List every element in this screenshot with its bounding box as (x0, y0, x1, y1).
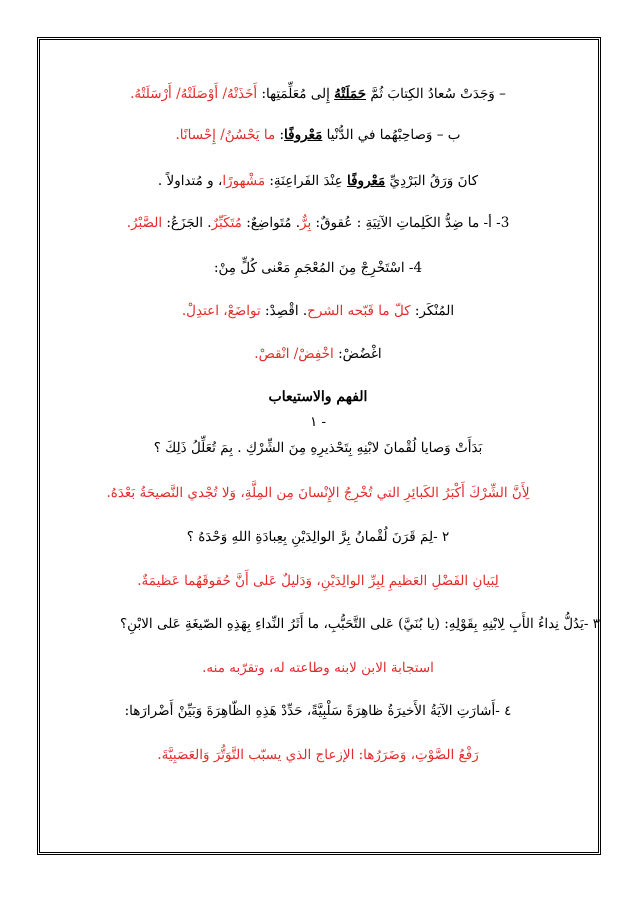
line-text: المُنْكَر: (410, 303, 455, 319)
answer-text: الصَّبْرُ (131, 215, 163, 231)
line-text: . اقْصِدْ: (260, 303, 308, 319)
line-text: اغْضُضْ: (333, 346, 382, 362)
keyword: مَعْروفًا (284, 127, 323, 143)
line-text: ب – وَصاحِبْهُما في الدُّنْيا (322, 127, 461, 143)
answer-text: بِرٌّ (300, 215, 312, 231)
answer-2: لِبَيانِ الفَضْلِ العَظيمِ لِبِرِّ الوالِدَيْنِ، وَدَليلٌ عَلى أَنَّ حُقوقَهُما عَظيمَةٌ. (137, 573, 499, 589)
question-1: بَدَأَتْ وَصايا لُقْمانَ لابْنِهِ بِتَحْذيرِهِ مِنَ الشِّرْكِ . بِمَ تُعَلِّلُ ذَلِكَ ؟ (153, 440, 483, 456)
answer-3: استجابة الابن لابنه وطاعته له، وتقرّبه منه. (202, 660, 434, 676)
line-text: : (275, 127, 285, 143)
line-dictionary-question: 4- اسْتَخْرِجْ مِنَ المُعْجَمِ مَعْنى كُلٍّ مِنْ: (213, 260, 423, 276)
line-vocab-maarufan-2 (48, 171, 588, 191)
answer-text: اخْفِضْ/ انْقصْ. (254, 346, 334, 362)
line-antonyms (48, 213, 588, 233)
line-munkar (48, 301, 588, 321)
keyword: مَعْروفًا (346, 173, 386, 189)
question-number: - ١ (309, 414, 327, 430)
keyword: حَمَلَتْهُ (334, 86, 367, 102)
answer-text: مَشْهورًا (222, 173, 266, 189)
line-text: إِلى مُعَلِّمَتِها: (257, 86, 335, 102)
question-3: ٣ -يَدُلُّ نِداءُ الأَبِ لِابْنِهِ بِقَوْلِهِ: (يا بُنَيَّ) عَلى التَّحَبُّبِ، ما أَثَرُ النِّداءِ بِهَذِهِ الصّيغَةِ عَلى الابْنِ؟ (120, 616, 600, 632)
line-text: – وَجَدَتْ سُعادُ الكِتابَ ثُمَّ (366, 86, 506, 102)
line-ughdud (48, 344, 588, 364)
answer-text: أَخَذَتْهُ/ أَوْصَلَتْهُ/ أَرْسَلَتْهُ. (130, 86, 258, 102)
line-text: كانَ وَرَقُ البَرْدِيِّ (385, 173, 479, 189)
line-text: 3- أ- ما ضِدُّ الكَلِماتِ الآتِيَةِ : عُقوقٌ: (311, 215, 510, 231)
section-heading: الفهم والاستيعاب (268, 389, 368, 405)
answer-text: تواضَعْ، اعتدِلْ. (181, 303, 261, 319)
answer-4: رَفْعُ الصَّوْتِ، وَضَرَرُها: الإزعاج الذي يسبّب التَّوَتُّرَ وَالعَصَبِيَّةَ. (157, 747, 479, 763)
answer-text: كلّ ما قَبّحه الشرح (307, 303, 411, 319)
line-text: . الجَزَعُ: (162, 215, 212, 231)
answer-text: ما يَحْسُنُ/ إِحْسانًا. (175, 127, 276, 143)
answer-1: لِأَنَّ الشِّرْكَ أَكْبَرُ الكَبائِرِ التي تُخْرِجُ الإِنْسانَ مِن المِلَّةِ، وَلا تُجْدي النَّصيحَةُ بَعْدَهُ. (106, 485, 530, 501)
line-text: ، و مُتداولاً . (157, 173, 223, 189)
answer-text: مُتَكَبِّرٌ (211, 215, 242, 231)
answer-text: . (126, 215, 131, 231)
question-2: ٢ -لِمَ قَرَنَ لُقْمانُ بِرَّ الوالِدَيْنِ بِعِبادَةِ اللهِ وَحْدَهُ ؟ (186, 529, 450, 545)
line-vocab-maarufan-1 (48, 125, 588, 145)
line-text: . مُتَواضِعٌ: (241, 215, 301, 231)
line-text: عِنْدَ الفَراعِنَةِ: (265, 173, 347, 189)
line-vocab-hamalathu (48, 84, 588, 104)
question-4: ٤ -أَشارَتِ الآيَةُ الأَخيرَةُ ظاهِرَةً سَلْبِيَّةً، حَدِّدْ هَذِهِ الظّاهِرَةَ وَبَيِّنْ أَضْرارَها: (124, 703, 512, 719)
